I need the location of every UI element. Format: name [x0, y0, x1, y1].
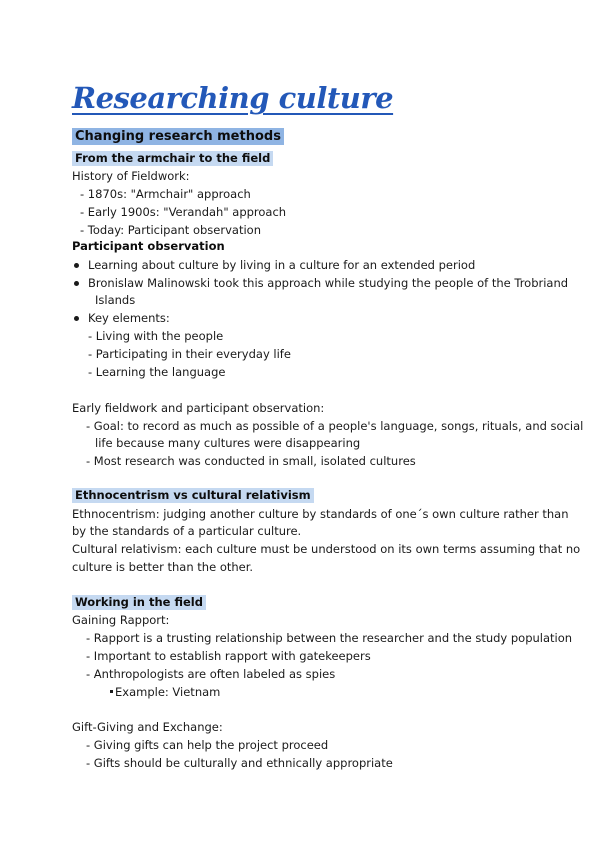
key-element-item: - Learning the language: [88, 365, 226, 379]
bullet-text: Learning about culture by living in a culture for an extended period: [88, 258, 476, 272]
goal-text-continued: life because many cultures were disappearing: [95, 436, 361, 450]
history-item: - Today: Participant observation: [80, 223, 261, 237]
history-label: History of Fieldwork:: [72, 169, 190, 183]
page-title: Researching culture: [72, 81, 394, 115]
rapport-item: - Anthropologists are often labeled as spies: [86, 667, 336, 681]
square-bullet-icon: [110, 690, 113, 693]
subheading-armchair-to-field: From the armchair to the field: [72, 151, 273, 166]
bullet-text: Bronislaw Malinowski took this approach while studying the people of the Trobriand: [88, 276, 569, 290]
gift-label: Gift-Giving and Exchange:: [72, 720, 223, 734]
gift-item: - Giving gifts can help the project proceed: [86, 738, 329, 752]
key-element-item: - Participating in their everyday life: [88, 347, 291, 361]
early-fieldwork-label: Early fieldwork and participant observation:: [72, 401, 325, 415]
section-heading-working-in-field: Working in the field: [72, 595, 206, 610]
bullet-text: Key elements:: [88, 311, 170, 325]
rapport-example: Example: Vietnam: [115, 685, 221, 699]
bullet-text-continued: Islands: [95, 293, 136, 307]
section-heading-ethnocentrism: Ethnocentrism vs cultural relativism: [72, 488, 314, 503]
section-heading-research-methods: Changing research methods: [72, 128, 284, 145]
history-item: - 1870s: "Armchair" approach: [80, 187, 251, 201]
rapport-item: - Rapport is a trusting relationship between the researcher and the study population: [86, 631, 573, 645]
gift-item: - Gifts should be culturally and ethnically appropriate: [86, 756, 393, 770]
subheading-participant-observation: Participant observation: [72, 239, 225, 253]
rapport-label: Gaining Rapport:: [72, 613, 170, 627]
relativism-definition: Cultural relativism: each culture must be understood on its own terms assuming that no: [72, 542, 581, 556]
research-note: - Most research was conducted in small, isolated cultures: [86, 454, 416, 468]
rapport-item: - Important to establish rapport with gatekeepers: [86, 649, 371, 663]
ethnocentrism-definition: Ethnocentrism: judging another culture by standards of one´s own culture rather than: [72, 507, 569, 521]
bullet-icon: [74, 281, 79, 286]
history-item: - Early 1900s: "Verandah" approach: [80, 205, 287, 219]
relativism-definition-continued: culture is better than the other.: [72, 560, 254, 574]
bullet-icon: [74, 316, 79, 321]
ethnocentrism-definition-continued: by the standards of a particular culture.: [72, 524, 302, 538]
key-element-item: - Living with the people: [88, 329, 224, 343]
bullet-icon: [74, 263, 79, 268]
goal-text: - Goal: to record as much as possible of a people's language, songs, rituals, and social: [86, 419, 584, 433]
